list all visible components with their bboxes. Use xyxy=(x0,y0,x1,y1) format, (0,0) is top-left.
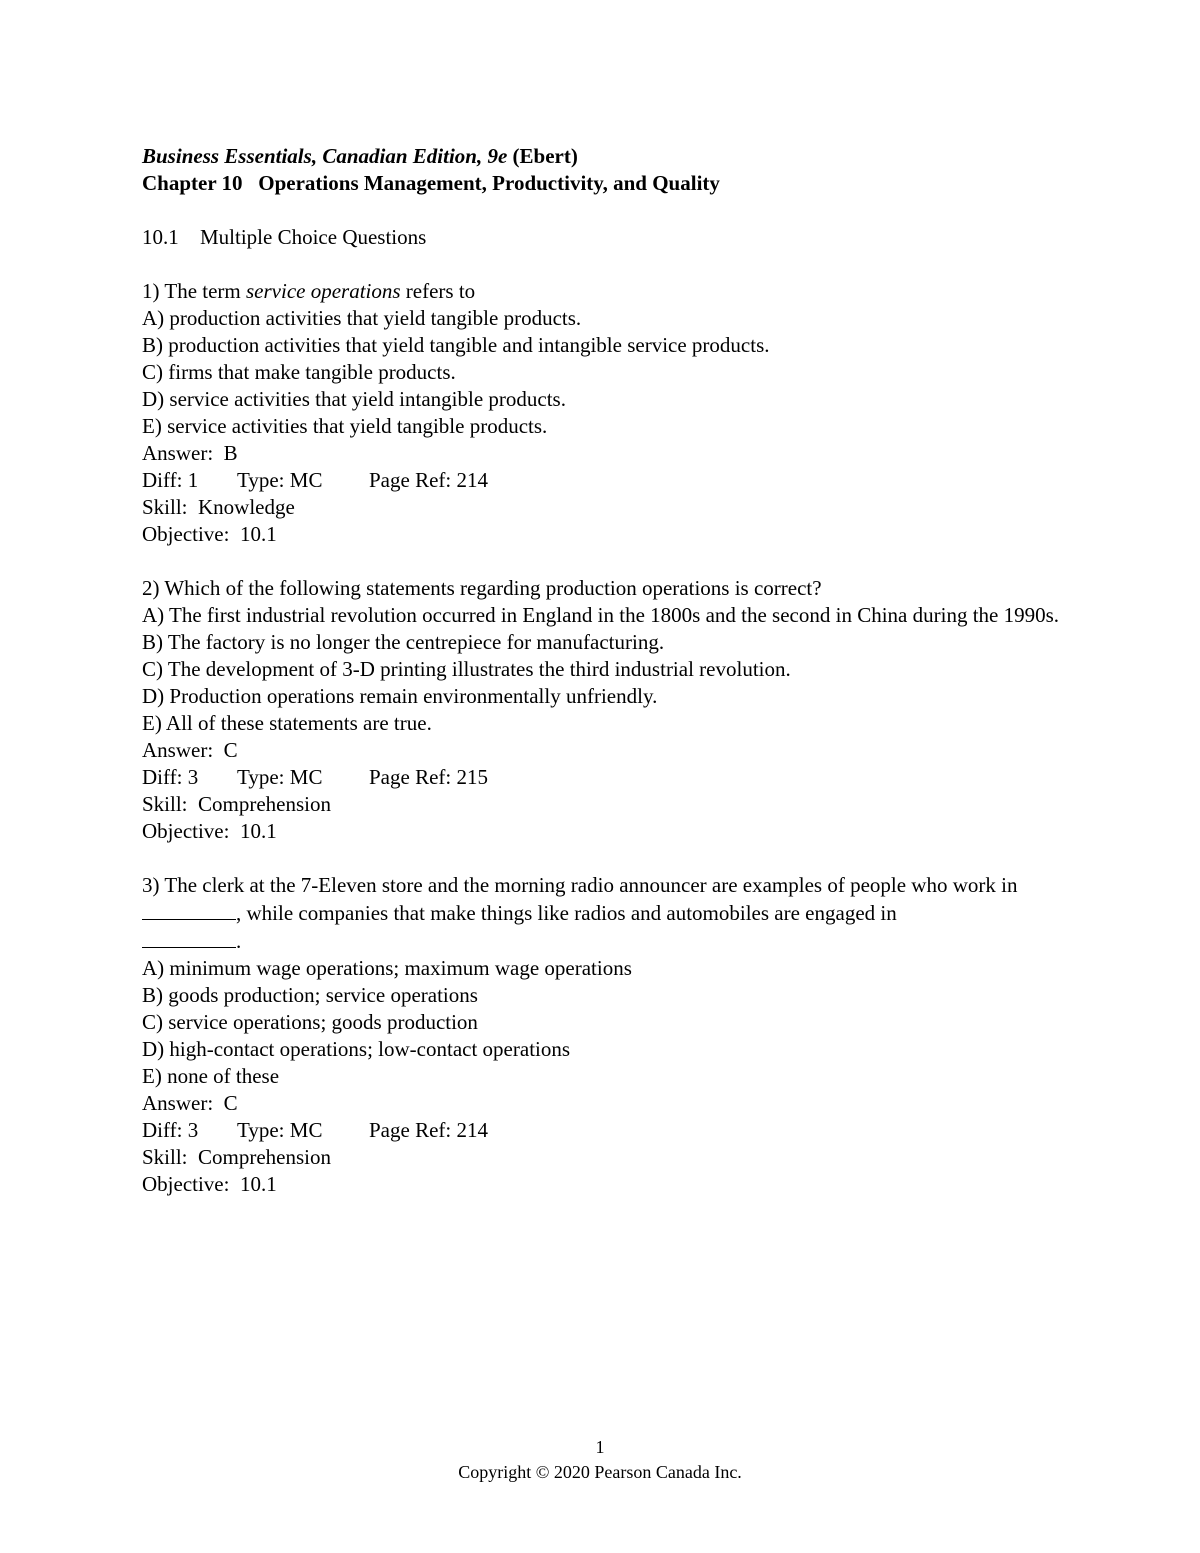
option-c: C) firms that make tangible products. xyxy=(142,360,456,384)
objective: Objective: 10.1 xyxy=(142,1172,277,1196)
question-2 xyxy=(142,575,1072,845)
section-title: Multiple Choice Questions xyxy=(200,225,427,249)
stem-text: . xyxy=(236,929,242,953)
answer: Answer: B xyxy=(142,441,238,465)
book-title xyxy=(142,143,1072,170)
page-ref: Page Ref: 214 xyxy=(369,1118,488,1142)
option-a: A) minimum wage operations; maximum wage operations xyxy=(142,956,632,980)
section-heading xyxy=(142,224,1072,251)
page-content xyxy=(142,143,1072,1198)
option-b: B) production activities that yield tangible and intangible service products. xyxy=(142,333,770,357)
option-e: E) All of these statements are true. xyxy=(142,711,432,735)
page-ref: Page Ref: 215 xyxy=(369,765,488,789)
skill: Skill: Comprehension xyxy=(142,792,331,816)
option-e: E) service activities that yield tangible products. xyxy=(142,414,548,438)
answer: Answer: C xyxy=(142,738,238,762)
question-stem: 2) Which of the following statements regarding production operations is correct? xyxy=(142,576,822,600)
page-number: 1 xyxy=(595,1437,605,1457)
answer: Answer: C xyxy=(142,1091,238,1115)
stem-text: 1) The term xyxy=(142,279,246,303)
question-stem xyxy=(142,872,1072,955)
page-ref: Page Ref: 214 xyxy=(369,468,488,492)
chapter-label: Chapter 10 xyxy=(142,171,243,195)
meta-row xyxy=(142,467,1072,494)
option-e: E) none of these xyxy=(142,1064,280,1088)
book-title-italic: Business Essentials, Canadian Edition, 9e xyxy=(142,144,508,168)
option-c: C) service operations; goods production xyxy=(142,1010,478,1034)
section-number: 10.1 xyxy=(142,225,179,249)
difficulty: Diff: 1 xyxy=(142,468,199,492)
answer-blank xyxy=(142,927,236,948)
objective: Objective: 10.1 xyxy=(142,819,277,843)
meta-row xyxy=(142,764,1072,791)
difficulty: Diff: 3 xyxy=(142,765,199,789)
question-3 xyxy=(142,872,1072,1198)
stem-term: service operations xyxy=(246,279,401,303)
stem-text: 3) The clerk at the 7-Eleven store and the morning radio announcer are examples of people who work in xyxy=(142,873,1023,897)
option-d: D) service activities that yield intangible products. xyxy=(142,387,566,411)
difficulty: Diff: 3 xyxy=(142,1118,199,1142)
chapter-title xyxy=(142,170,1072,197)
objective: Objective: 10.1 xyxy=(142,522,277,546)
option-d: D) high-contact operations; low-contact operations xyxy=(142,1037,571,1061)
skill: Skill: Comprehension xyxy=(142,1145,331,1169)
question-type: Type: MC xyxy=(237,468,323,492)
question-stem xyxy=(142,278,1072,305)
answer-blank xyxy=(142,899,236,920)
copyright-notice: Copyright © 2020 Pearson Canada Inc. xyxy=(458,1462,742,1482)
book-author: (Ebert) xyxy=(507,144,578,168)
meta-row xyxy=(142,1117,1072,1144)
chapter-name: Operations Management, Productivity, and Quality xyxy=(258,171,720,195)
stem-text: , while companies that make things like radios and automobiles are engaged in xyxy=(236,901,897,925)
option-d: D) Production operations remain environmentally unfriendly. xyxy=(142,684,658,708)
option-a: A) production activities that yield tangible products. xyxy=(142,306,582,330)
skill: Skill: Knowledge xyxy=(142,495,295,519)
option-b: B) The factory is no longer the centrepiece for manufacturing. xyxy=(142,630,665,654)
option-a: A) The first industrial revolution occurred in England in the 1800s and the second in China during the 1990s. xyxy=(142,603,1060,627)
question-type: Type: MC xyxy=(237,765,323,789)
question-type: Type: MC xyxy=(237,1118,323,1142)
stem-text: refers to xyxy=(400,279,476,303)
question-1 xyxy=(142,278,1072,548)
option-c: C) The development of 3-D printing illustrates the third industrial revolution. xyxy=(142,657,791,681)
option-b: B) goods production; service operations xyxy=(142,983,478,1007)
